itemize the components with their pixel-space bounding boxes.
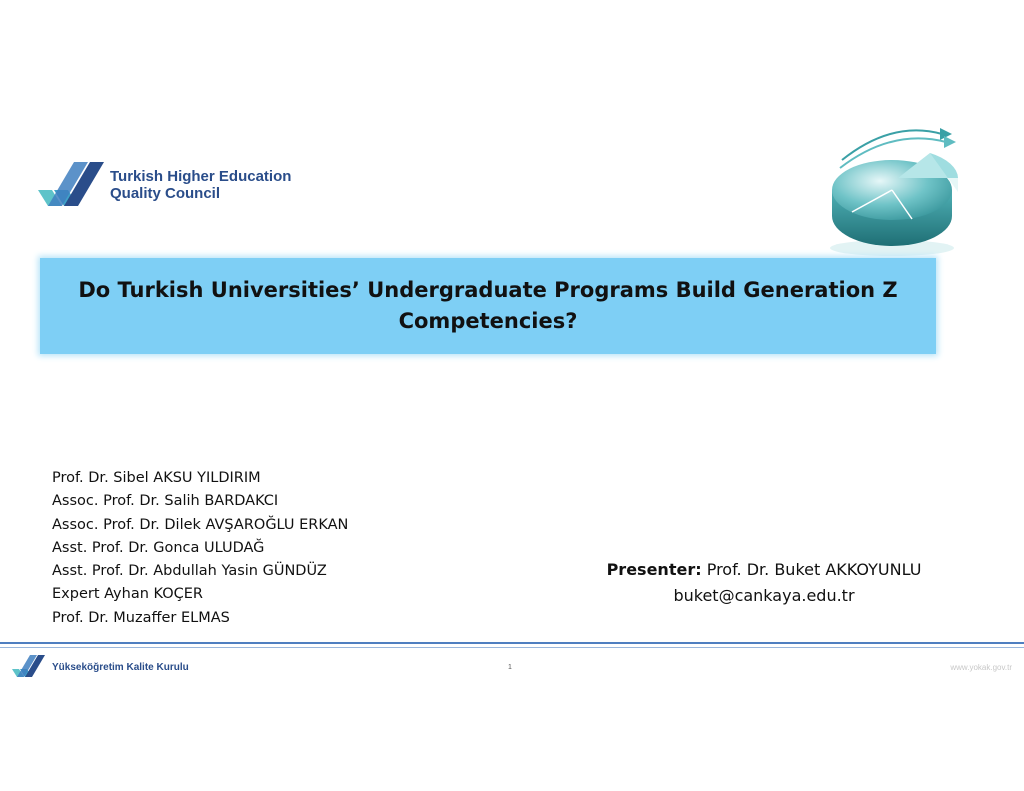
footer-url: www.yokak.gov.tr (950, 663, 1012, 672)
footer-divider (0, 642, 1024, 644)
author-item: Prof. Dr. Sibel AKSU YILDIRIM (52, 470, 261, 486)
logo-line-2: Quality Council (110, 185, 221, 202)
author-item: Prof. Dr. Muzaffer ELMAS (52, 609, 230, 626)
stripes-logo-icon (38, 160, 110, 208)
author-item: Expert Ayhan KOÇER (52, 586, 204, 603)
logo-text (110, 168, 291, 202)
author-item: Assoc. Prof. Dr. Dilek AVŞAROĞLU ERKAN (52, 516, 349, 533)
pie-chart-graphic-icon (812, 120, 972, 260)
slide-title (53, 275, 923, 337)
footer-logo-icon (8, 654, 52, 678)
author-item: Assoc. Prof. Dr. Salih BARDAKCI (52, 493, 279, 510)
footer-org-name: Yükseköğretim Kalite Kurulu (52, 662, 189, 673)
title-box (40, 258, 936, 354)
logo-line-1: Turkish Higher Education (110, 168, 292, 185)
footer-divider-thin (0, 647, 1024, 648)
presenter-email: buket@cankaya.edu.tr (673, 586, 855, 605)
title-line-2: Competencies? (398, 309, 578, 333)
presenter-block (560, 557, 968, 609)
author-item: Asst. Prof. Dr. Abdullah Yasin GÜNDÜZ (52, 563, 327, 580)
presenter-line (560, 557, 968, 583)
page-number: 1 (508, 664, 512, 671)
title-line-1: Do Turkish Universities’ Undergraduate Programs Build Generation Z (78, 278, 898, 302)
authors-list (52, 467, 348, 630)
author-item: Asst. Prof. Dr. Gonca ULUDAĞ (52, 539, 265, 556)
council-logo (38, 160, 298, 210)
presenter-name: Prof. Dr. Buket AKKOYUNLU (706, 560, 922, 579)
presenter-label: Presenter: (606, 560, 702, 579)
